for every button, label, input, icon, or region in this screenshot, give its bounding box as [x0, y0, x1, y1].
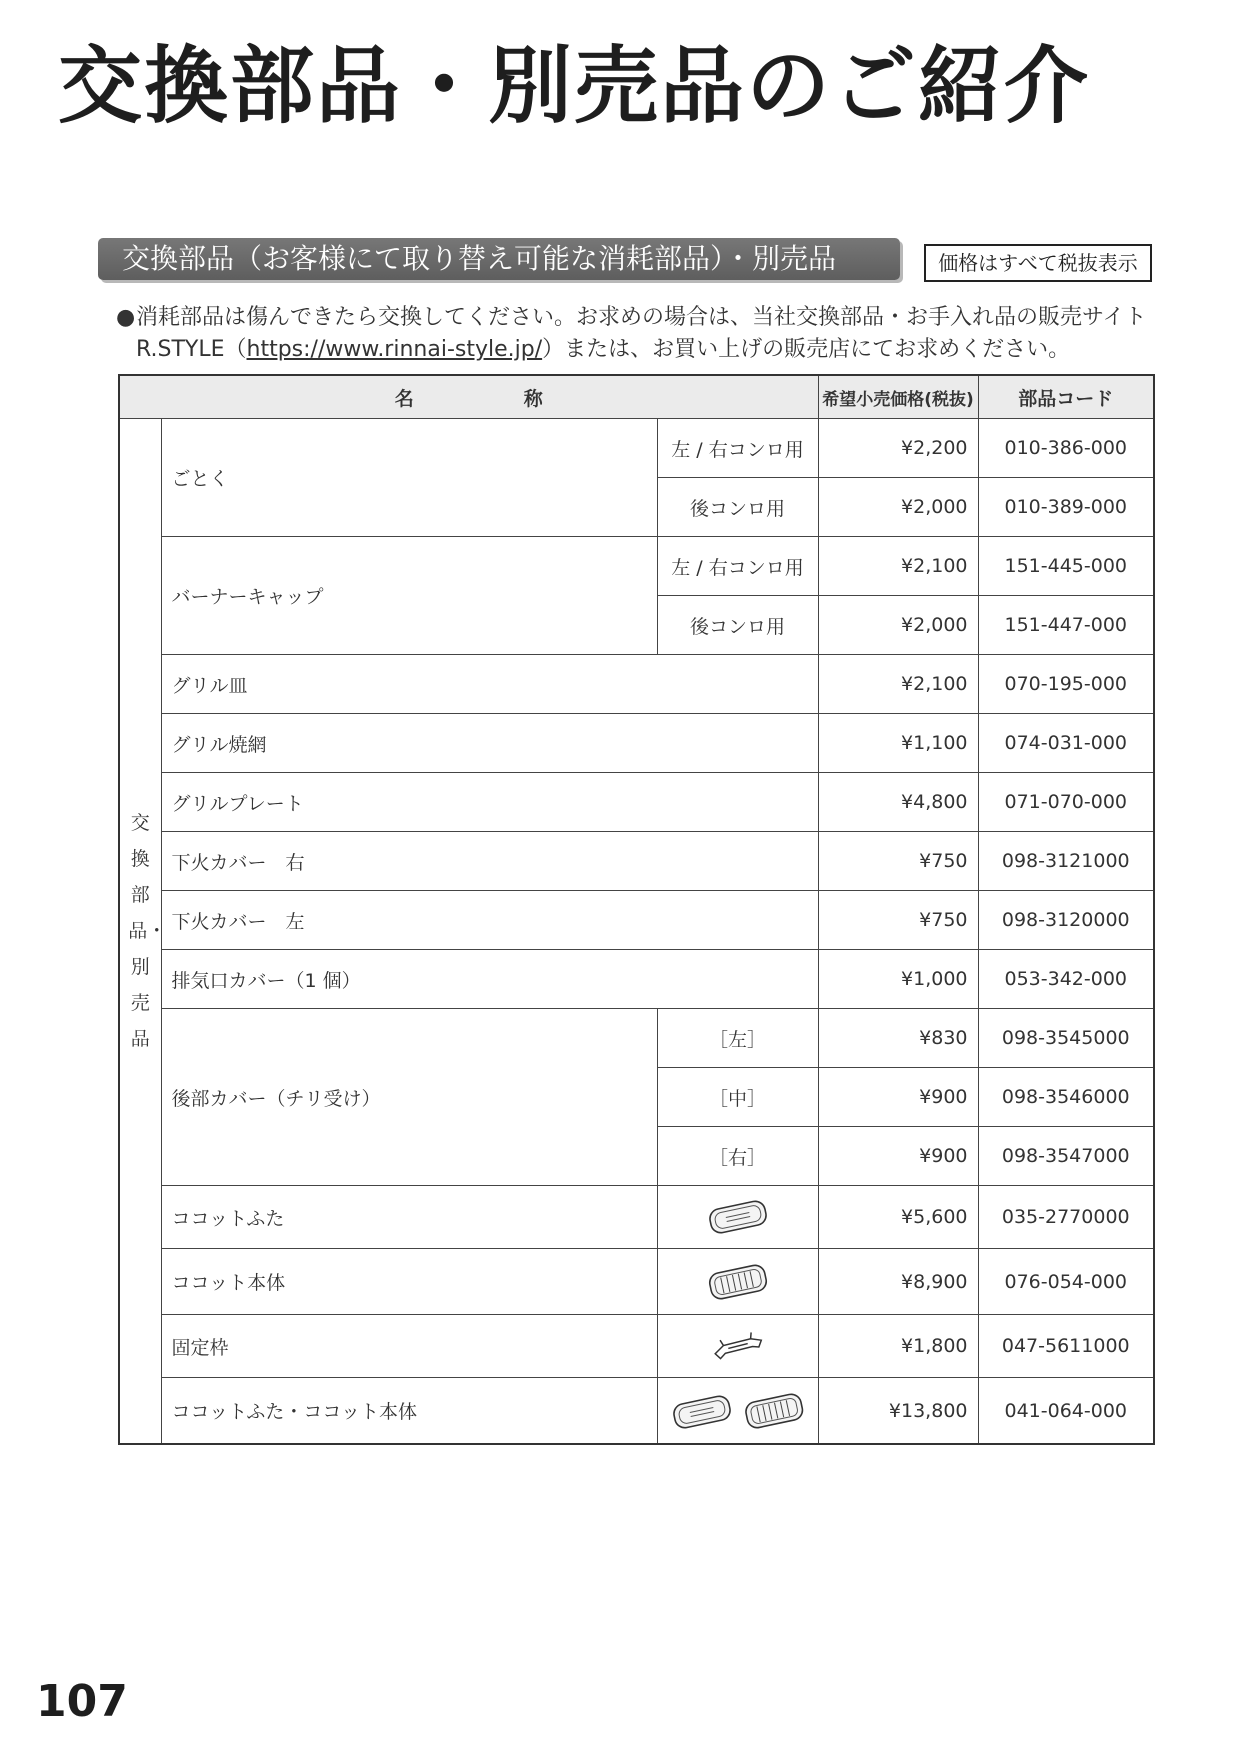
- table-row: [119, 950, 1154, 1009]
- header-code: 部品コード: [978, 375, 1154, 419]
- part-name: ココットふた・ココット本体: [161, 1378, 657, 1445]
- part-code: 053-342-000: [978, 950, 1154, 1009]
- part-code: 098-3545000: [978, 1009, 1154, 1068]
- part-name: バーナーキャップ: [161, 537, 657, 655]
- cocotte-set-icon: [668, 1388, 808, 1434]
- table-row: [119, 655, 1154, 714]
- part-price: ¥750: [818, 832, 978, 891]
- part-name: ココットふた: [161, 1186, 657, 1249]
- part-price: ¥2,000: [818, 478, 978, 537]
- table-row: [119, 832, 1154, 891]
- part-code: 098-3546000: [978, 1068, 1154, 1127]
- part-code: 151-445-000: [978, 537, 1154, 596]
- part-price: ¥900: [818, 1127, 978, 1186]
- intro-line-2: [116, 334, 1156, 366]
- part-image-cell: [657, 1186, 818, 1249]
- part-price: ¥5,600: [818, 1186, 978, 1249]
- part-code: 098-3120000: [978, 891, 1154, 950]
- part-name: ごとく: [161, 419, 657, 537]
- header-name-a: 名: [394, 387, 414, 410]
- cocotte-body-icon: [706, 1261, 770, 1303]
- table-row: [119, 537, 1154, 596]
- part-code: 151-447-000: [978, 596, 1154, 655]
- part-image-cell: [657, 1378, 818, 1445]
- table-row: [119, 891, 1154, 950]
- part-name: ココット本体: [161, 1249, 657, 1315]
- intro-line-1: 消耗部品は傷んできたら交換してください。お求めの場合は、当社交換部品・お手入れ品の販売サイト: [136, 305, 1147, 330]
- part-variant: ［左］: [657, 1009, 818, 1068]
- tax-note: 価格はすべて税抜表示: [924, 244, 1152, 282]
- part-name: 固定枠: [161, 1315, 657, 1378]
- part-name: 後部カバー（チリ受け）: [161, 1009, 657, 1186]
- part-variant: 後コンロ用: [657, 596, 818, 655]
- part-price: ¥2,100: [818, 537, 978, 596]
- category-cell: [119, 419, 167, 1445]
- rstyle-link[interactable]: https://www.rinnai-style.jp/: [246, 337, 543, 362]
- part-price: ¥2,200: [818, 419, 978, 478]
- part-code: 071-070-000: [978, 773, 1154, 832]
- table-row: [119, 1009, 1154, 1068]
- part-price: ¥750: [818, 891, 978, 950]
- part-code: 041-064-000: [978, 1378, 1154, 1445]
- part-price: ¥900: [818, 1068, 978, 1127]
- part-image-cell: [657, 1315, 818, 1378]
- bullet-icon: ●: [116, 305, 136, 330]
- part-name: 下火カバー 左: [161, 891, 818, 950]
- part-name: グリル皿: [161, 655, 818, 714]
- page-number: 107: [36, 1676, 128, 1727]
- part-price: ¥4,800: [818, 773, 978, 832]
- page-title: 交換部品・別売品のご紹介: [58, 36, 1091, 135]
- table-row: [119, 714, 1154, 773]
- part-code: 010-386-000: [978, 419, 1154, 478]
- header-name: [119, 375, 818, 419]
- fixing-frame-icon: [706, 1326, 770, 1366]
- table-row: [119, 773, 1154, 832]
- part-price: ¥2,100: [818, 655, 978, 714]
- part-price: ¥13,800: [818, 1378, 978, 1445]
- part-price: ¥830: [818, 1009, 978, 1068]
- table-row: [119, 1249, 1154, 1315]
- part-variant: 後コンロ用: [657, 478, 818, 537]
- part-variant: 左 / 右コンロ用: [657, 537, 818, 596]
- table-row: [119, 1378, 1154, 1445]
- part-name: グリルプレート: [161, 773, 818, 832]
- part-code: 098-3547000: [978, 1127, 1154, 1186]
- header-name-b: 称: [523, 387, 543, 410]
- part-code: 098-3121000: [978, 832, 1154, 891]
- part-name: 下火カバー 右: [161, 832, 818, 891]
- part-price: ¥8,900: [818, 1249, 978, 1315]
- intro-prefix: R.STYLE（: [136, 337, 247, 362]
- part-price: ¥1,800: [818, 1315, 978, 1378]
- table-row: [119, 1315, 1154, 1378]
- part-variant: ［右］: [657, 1127, 818, 1186]
- part-price: ¥2,000: [818, 596, 978, 655]
- part-image-cell: [657, 1249, 818, 1315]
- part-code: 010-389-000: [978, 478, 1154, 537]
- part-name: グリル焼網: [161, 714, 818, 773]
- table-row: [119, 419, 1154, 478]
- part-price: ¥1,100: [818, 714, 978, 773]
- intro-suffix: ）または、お買い上げの販売店にてお求めください。: [542, 337, 1071, 362]
- part-code: 074-031-000: [978, 714, 1154, 773]
- table-row: [119, 1186, 1154, 1249]
- part-price: ¥1,000: [818, 950, 978, 1009]
- header-price: 希望小売価格(税抜): [818, 375, 978, 419]
- table-header-row: [119, 375, 1154, 419]
- part-code: 047-5611000: [978, 1315, 1154, 1378]
- part-variant: 左 / 右コンロ用: [657, 419, 818, 478]
- part-code: 076-054-000: [978, 1249, 1154, 1315]
- part-code: 070-195-000: [978, 655, 1154, 714]
- part-name: 排気口カバー（1 個）: [161, 950, 818, 1009]
- intro-text: [116, 302, 1156, 366]
- part-variant: ［中］: [657, 1068, 818, 1127]
- cocotte-lid-icon: [706, 1197, 770, 1237]
- section-title: 交換部品（お客様にて取り替え可能な消耗部品）・別売品: [98, 238, 900, 280]
- part-code: 035-2770000: [978, 1186, 1154, 1249]
- parts-table: [118, 374, 1155, 1445]
- category-label: 交換部品・別売品: [128, 812, 167, 1050]
